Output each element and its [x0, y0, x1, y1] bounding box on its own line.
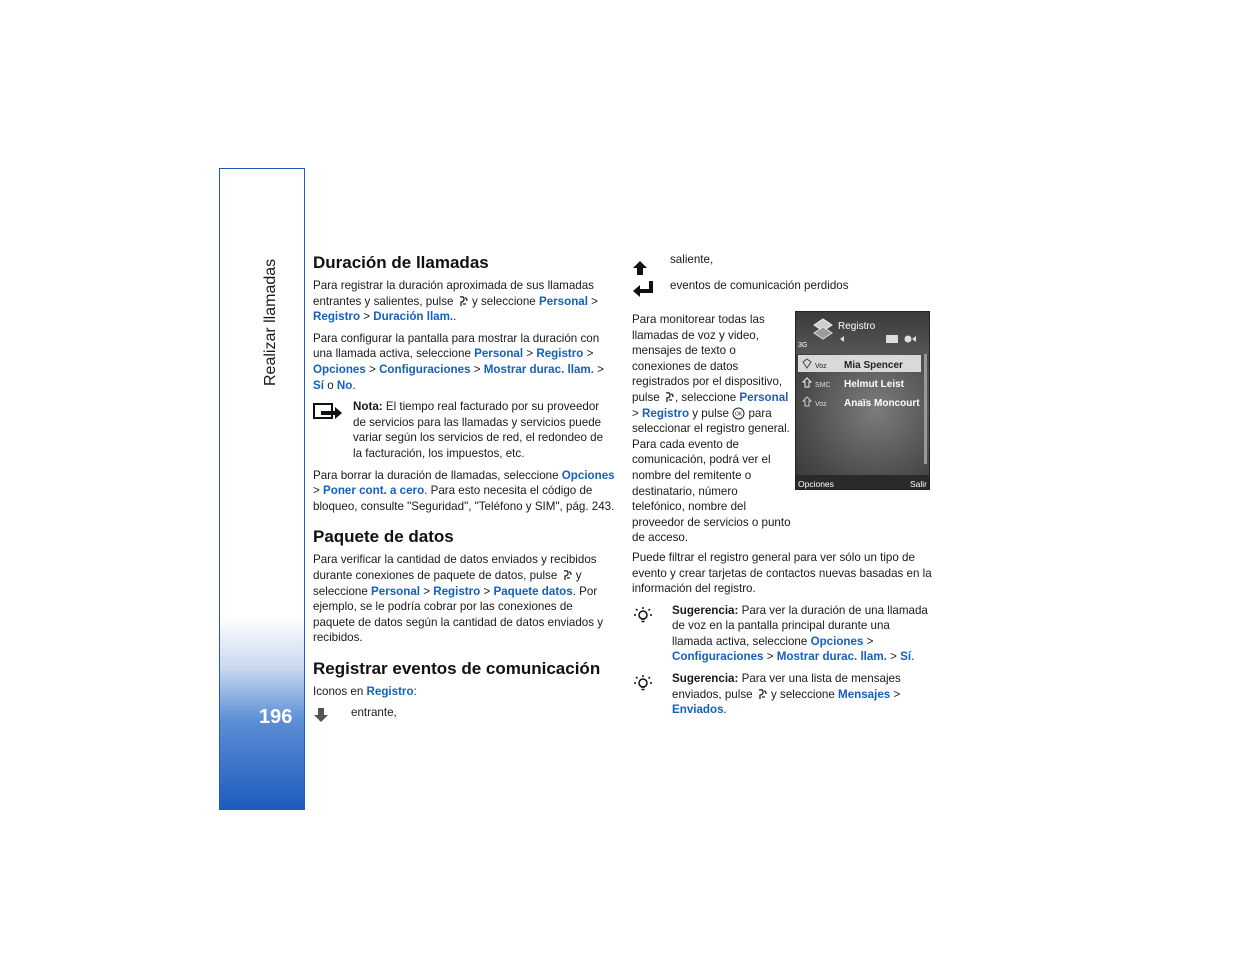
incoming-arrow-icon [313, 707, 329, 723]
link-opciones[interactable]: Opciones [810, 634, 864, 648]
tip-block-1: Sugerencia: Para ver la duración de una llamada de voz en la pantalla principal durante una llamada activa, seleccione Opciones > Configuraciones > Mostrar durac. llam. > Sí. [632, 603, 932, 665]
link-registro[interactable]: Registro [433, 584, 481, 598]
screenshot-title: Registro [838, 321, 876, 332]
network-indicator: 3G [798, 342, 808, 349]
link-registro[interactable]: Registro [313, 310, 361, 324]
link-personal[interactable]: Personal [371, 584, 420, 598]
link-personal[interactable]: Personal [739, 390, 789, 404]
link-opciones[interactable]: Opciones [313, 362, 366, 376]
page-number: 196 [259, 706, 293, 728]
link-configuraciones[interactable]: Configuraciones [379, 362, 471, 376]
icon-row-outgoing: saliente, [632, 252, 932, 274]
softkey-options[interactable]: Opciones [798, 479, 834, 489]
link-si[interactable]: Sí [900, 650, 912, 664]
link-configuraciones[interactable]: Configuraciones [672, 650, 764, 664]
link-si[interactable]: Sí [313, 378, 324, 392]
right-column [632, 250, 932, 724]
icon-row-incoming: entrante, [313, 705, 615, 727]
voice-call-icon [801, 396, 813, 407]
tip-block-2: Sugerencia: Para ver una lista de mensajes enviados, pulse y seleccione Mensajes > Enviados. [632, 671, 932, 718]
menu-key-icon [457, 295, 469, 307]
tab-bar-icon [838, 334, 918, 344]
left-column [313, 252, 615, 731]
ok-key-icon [732, 407, 745, 420]
link-mostrar-durac[interactable]: Mostrar durac. llam. [483, 362, 594, 376]
link-registro[interactable]: Registro [366, 684, 414, 698]
missed-arrow-icon [632, 280, 654, 298]
link-registro[interactable]: Registro [536, 347, 584, 361]
outgoing-arrow-icon [632, 260, 648, 276]
phone-screenshot [795, 311, 930, 490]
note-block [313, 399, 615, 461]
softkey-bar [796, 475, 929, 489]
note-icon [313, 401, 343, 421]
paragraph-call-duration-3: Para borrar la duración de llamadas, seleccione Opciones > Poner cont. a cero. Para esto necesita el código de bloqueo, consulte "Seguridad", "Teléfono y SIM", pág. 243. [313, 468, 615, 513]
menu-key-icon [663, 391, 675, 403]
log-entry[interactable]: Voz Anaïs Moncourt [798, 393, 921, 410]
icon-row-missed: eventos de comunicación perdidos [632, 278, 932, 300]
link-mensajes[interactable]: Mensajes [838, 687, 891, 701]
tip-label: Sugerencia: [672, 672, 739, 686]
paragraph-icons-in-log: Iconos en Registro: [313, 684, 417, 698]
note-label: Nota: [353, 400, 383, 414]
paragraph-call-duration-2: Para configurar la pantalla para mostrar la duración con una llamada activa, seleccione Personal > Registro > Opciones > Configuraciones > Mostrar durac. llam. > Sí o No. [313, 331, 604, 392]
log-app-icon [810, 317, 836, 345]
paragraph-call-duration-1: Para registrar la duración aproximada de sus llamadas entrantes y salientes, pulse y seleccione Personal > Registro > Duración llam.. [313, 279, 598, 324]
link-registro[interactable]: Registro [642, 406, 690, 420]
voice-call-icon [801, 358, 813, 369]
log-entry[interactable]: Voz Mia Spencer [798, 355, 921, 372]
note-text: El tiempo real facturado por su proveedor de servicios para las llamadas y servicios puede variar según los servicios de red, el redondeo de la facturación, los impuestos, etc. [353, 400, 604, 460]
lightbulb-icon [632, 673, 654, 695]
paragraph-filter-log: Puede filtrar el registro general para ver sólo un tipo de evento y crear tarjetas de contactos nuevas basadas en la información del registro. [632, 550, 932, 596]
link-paquete-datos[interactable]: Paquete datos [493, 584, 573, 598]
chapter-title: Realizar llamadas [262, 258, 279, 386]
svg-text:OK: OK [735, 411, 743, 418]
link-enviados[interactable]: Enviados [672, 703, 724, 717]
menu-key-icon [756, 688, 768, 700]
link-personal[interactable]: Personal [538, 294, 588, 308]
message-icon [801, 377, 813, 388]
link-no[interactable]: No [336, 378, 353, 392]
link-opciones[interactable]: Opciones [561, 468, 615, 482]
menu-key-icon [561, 569, 573, 581]
tip-label: Sugerencia: [672, 603, 739, 617]
screenshot-header [796, 312, 929, 354]
link-poner-cont-cero[interactable]: Poner cont. a cero [323, 484, 425, 498]
link-duracion-llam[interactable]: Duración llam. [373, 310, 454, 324]
softkey-exit[interactable]: Salir [909, 479, 927, 489]
heading-packet-data: Paquete de datos [313, 527, 454, 547]
link-personal[interactable]: Personal [474, 347, 524, 361]
heading-log-events: Registrar eventos de comunicación [313, 658, 601, 678]
heading-call-duration: Duración de llamadas [313, 253, 489, 272]
log-entry[interactable]: SMC Helmut Leist [798, 374, 921, 391]
screenshot-scrollbar [924, 354, 927, 464]
log-section [632, 312, 932, 546]
paragraph-monitor-calls: Para monitorear todas las llamadas de voz y video, mensajes de texto o conexiones de datos registrados por el dispositivo, pulse , seleccione Personal > Registro y pulse OK para seleccionar el registro general. Para cada evento de comunicación, podrá ver el nombre del remitente o destinatario, número telefónico, nombre del proveedor de servicios o punto de acceso. [632, 313, 791, 545]
lightbulb-icon [632, 605, 654, 627]
paragraph-packet-data: Para verificar la cantidad de datos enviados y recibidos durante conexiones de paquete de datos, pulse y seleccione Personal > Registro > Paquete datos. Por ejemplo, se le podría cobrar por las conexiones de paquete de datos según la cantidad de datos enviados y recibidos. [313, 553, 604, 645]
link-mostrar-durac[interactable]: Mostrar durac. llam. [776, 650, 887, 664]
